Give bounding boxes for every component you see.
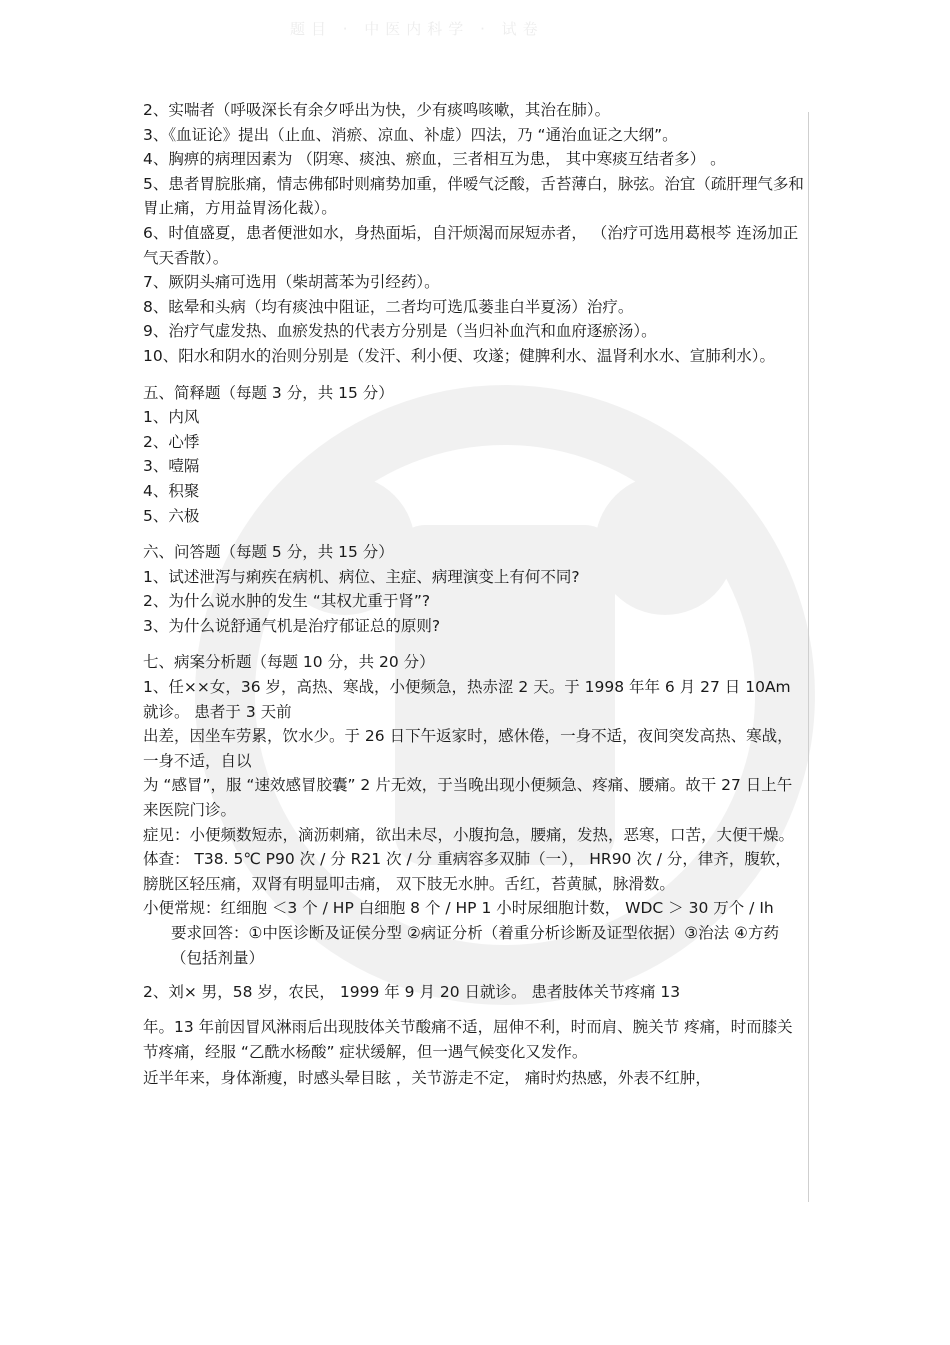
section-title: 五、简释题（每题 3 分，共 15 分） <box>143 383 394 402</box>
answer-line: 6、时值盛夏，患者便泄如水，身热面垢，自汗烦渴而尿短赤者， （治疗可选用葛根芩 连汤加正气天香散）。 <box>143 223 799 267</box>
list-item: 1、内风 <box>143 408 200 427</box>
section-title: 七、病案分析题（每题 10 分，共 20 分） <box>143 653 435 672</box>
answer-line: 4、胸痹的病理因素为 （阴寒、痰浊、瘀血，三者相互为患， 其中寒痰互结者多） 。 <box>143 150 726 169</box>
case2-intro: 2、刘× 男，58 岁，农民， 1999 年 9 月 20 日就诊。 患者肢体关节疼痛 13 <box>143 983 681 1002</box>
case1-intro: 1、任××女，36 岁，高热、寒战，小便频急，热赤涩 2 天。于 1998 年年 6 月 27 日 10Am 就诊。 患者于 3 天前 <box>143 678 791 721</box>
section-questions <box>143 540 805 638</box>
right-margin-rule <box>808 112 809 1202</box>
case1-requirement: 要求回答：①中医诊断及证侯分型 ②病证分析（着重分析诊断及证型依据）③治法 ④方药（包括剂量） <box>171 924 779 967</box>
answer-line: 8、眩晕和头病（均有痰浊中阻证，二者均可选瓜蒌韭白半夏汤）治疗。 <box>143 297 634 316</box>
answer-line: 2、实喘者（呼吸深长有余夕呼出为快，少有痰鸣咳嗽，其治在肺）。 <box>143 101 611 119</box>
section-case-analysis <box>143 650 805 1093</box>
answer-line: 10、阳水和阴水的治则分别是（发汗、利小便、攻遂；健脾利水、温肾利水水、宣肺利水）。 <box>143 346 775 365</box>
case1-history: 出差，因坐车劳累，饮水少。于 26 日下午返家时，感休倦，一身不适，夜间突发高热、寒战，一身不适，自以 <box>143 727 793 770</box>
list-item: 2、心悸 <box>143 432 200 451</box>
document-body <box>143 98 805 1093</box>
section-short-explanation <box>143 381 805 529</box>
list-item: 5、六极 <box>143 506 200 525</box>
answer-line: 7、厥阴头痛可选用（柴胡蒿苯为引经药）。 <box>143 273 440 292</box>
answer-line: 5、患者胃脘胀痛，情志佛郁时则痛势加重，伴嗳气泛酸，舌苔薄白，脉弦。治宜（疏肝理气多和胃止痛，方用益胃汤化裁）。 <box>143 174 804 218</box>
case2-recent: 近半年来，身体渐瘦，时感头晕目眩 ，关节游走不定， 痛时灼热感，外表不红肿， <box>143 1069 711 1088</box>
list-item: 3、为什么说舒通气机是治疗郁证总的原则? <box>143 616 441 635</box>
fill-in-answers <box>143 98 805 369</box>
case1-exam: 体查： T38. 5℃ P90 次 / 分 R21 次 / 分 重病容多双肺（一）， HR90 次 / 分，律齐，腹软，膀胱区轻压痛，双肾有明显叩击痛， 双下肢无水肿。舌红，苔黄腻，脉滑数。 <box>143 850 791 893</box>
section-title: 六、问答题（每题 5 分，共 15 分） <box>143 543 394 562</box>
case1-symptoms: 症见：小便频数短赤，滴沥刺痛，欲出未尽，小腹拘急，腰痛，发热，恶寒，口苦，大便干燥。 <box>143 825 795 844</box>
list-item: 4、积聚 <box>143 481 200 500</box>
faint-page-header: 题目 · 中医内科学 · 试卷 <box>290 20 544 38</box>
answer-line: 9、治疗气虚发热、血瘀发热的代表方分别是（当归补血汽和血府逐瘀汤）。 <box>143 322 657 341</box>
case1-history: 为 “感冒”，服 “速效感冒胶囊” 2 片无效，于当晚出现小便频急、疼痛、腰痛。故干 27 日上午来医院门诊。 <box>143 776 793 820</box>
case1-urine: 小便常规：红细胞 ＜3 个 / HP 白细胞 8 个 / HP 1 小时尿细胞计数， WDC ＞ 30 万个 / Ih <box>143 899 774 918</box>
list-item: 2、为什么说水肿的发生 “其权尤重于肾”? <box>143 592 431 611</box>
list-item: 3、噎隔 <box>143 457 200 476</box>
case2-history: 年。13 年前因冒风淋雨后出现肢体关节酸痛不适，屈伸不利，时而肩、腕关节 疼痛，时而膝关节疼痛，经服 “乙酰水杨酸” 症状缓解，但一遇气候变化又发作。 <box>143 1018 793 1061</box>
answer-line: 3、《血证论》提出（止血、消瘀、凉血、补虚）四法，乃 “通治血证之大纲”。 <box>143 125 678 144</box>
list-item: 1、试述泄泻与痢疾在病机、病位、主症、病理演变上有何不同? <box>143 567 580 586</box>
